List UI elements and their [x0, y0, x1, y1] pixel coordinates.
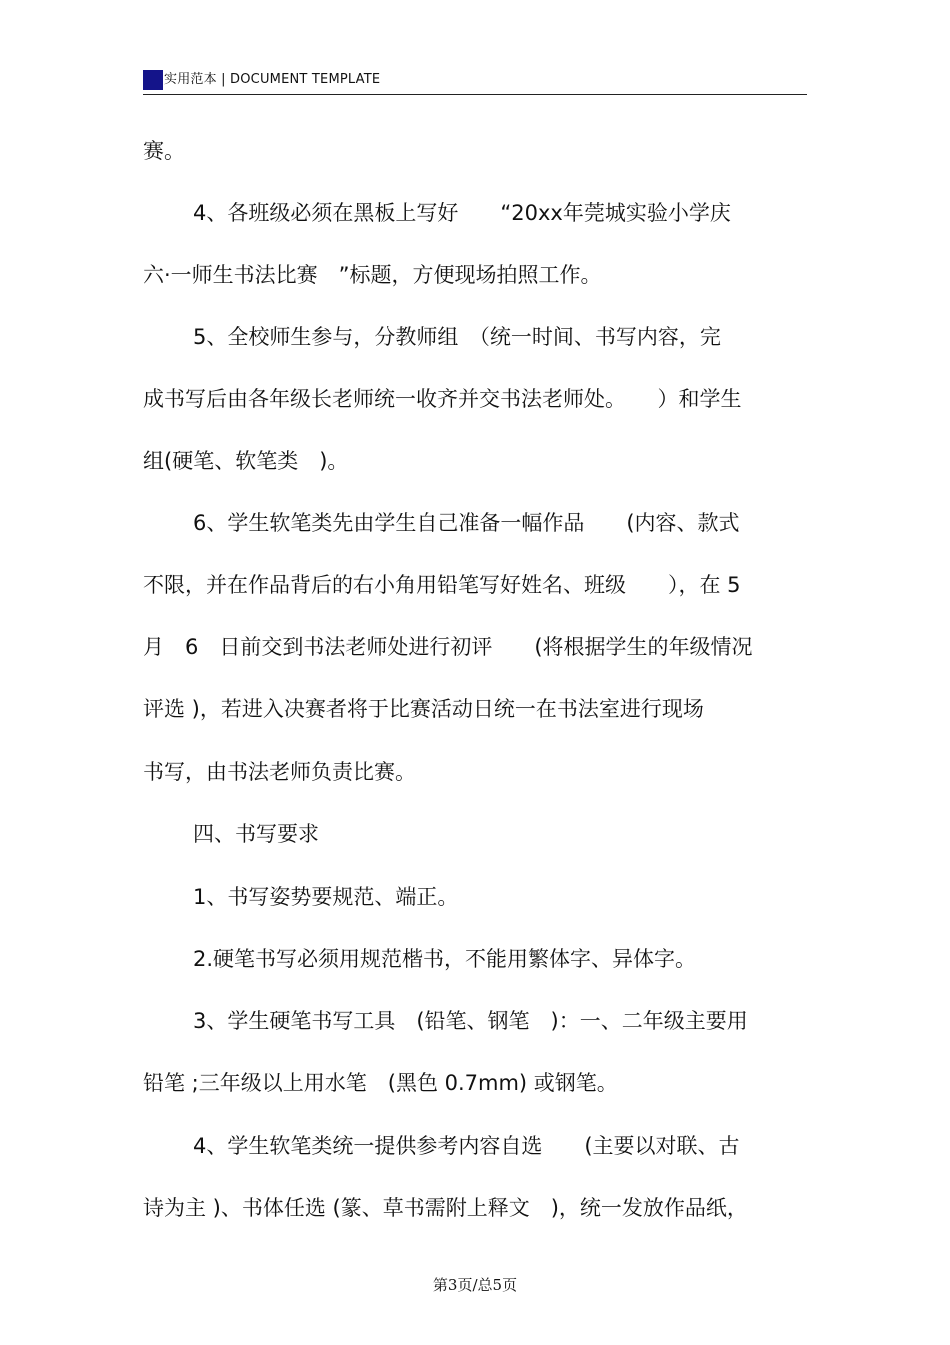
body-line: 不限，并在作品背后的右小角用铅笔写好姓名、班级 ），在 5	[143, 573, 741, 597]
header-title: 实用范本 | DOCUMENT TEMPLATE	[164, 72, 381, 87]
body-line: 赛。	[143, 139, 185, 163]
body-line: 铅笔 ;三年级以上用水笔 (黑色 0.7mm) 或钢笔。	[143, 1071, 618, 1095]
body-line: 成书写后由各年级长老师统一收齐并交书法老师处。 ）和学生	[143, 387, 742, 411]
body-line: 评选 )，若进入决赛者将于比赛活动日统一在书法室进行现场	[143, 697, 704, 721]
section-heading: 四、书写要求	[193, 822, 319, 846]
body-line: 组(硬笔、软笔类 )。	[143, 449, 349, 473]
body-line: 2.硬笔书写必须用规范楷书，不能用繁体字、异体字。	[193, 947, 697, 971]
body-line: 六·一师生书法比赛 ”标题，方便现场拍照工作。	[143, 263, 602, 287]
body-line: 5、全校师生参与，分教师组 （统一时间、书写内容，完	[193, 325, 721, 349]
body-line: 月 6 日前交到书法老师处进行初评 (将根据学生的年级情况	[143, 635, 753, 659]
body-line: 3、学生硬笔书写工具 (铅笔、钢笔 )：一、二年级主要用	[193, 1009, 748, 1033]
body-line: 1、书写姿势要规范、端正。	[193, 885, 459, 909]
body-line: 6、学生软笔类先由学生自己准备一幅作品 (内容、款式	[193, 511, 740, 535]
body-line: 诗为主 )、书体任选 (篆、草书需附上释文 )，统一发放作品纸，	[143, 1196, 748, 1220]
body-line: 4、各班级必须在黑板上写好 “20xx年莞城实验小学庆	[193, 201, 731, 225]
body-line: 4、学生软笔类统一提供参考内容自选 (主要以对联、古	[193, 1134, 740, 1158]
body-line: 书写，由书法老师负责比赛。	[143, 760, 416, 784]
page-number: 第3页/总5页	[432, 1276, 518, 1294]
